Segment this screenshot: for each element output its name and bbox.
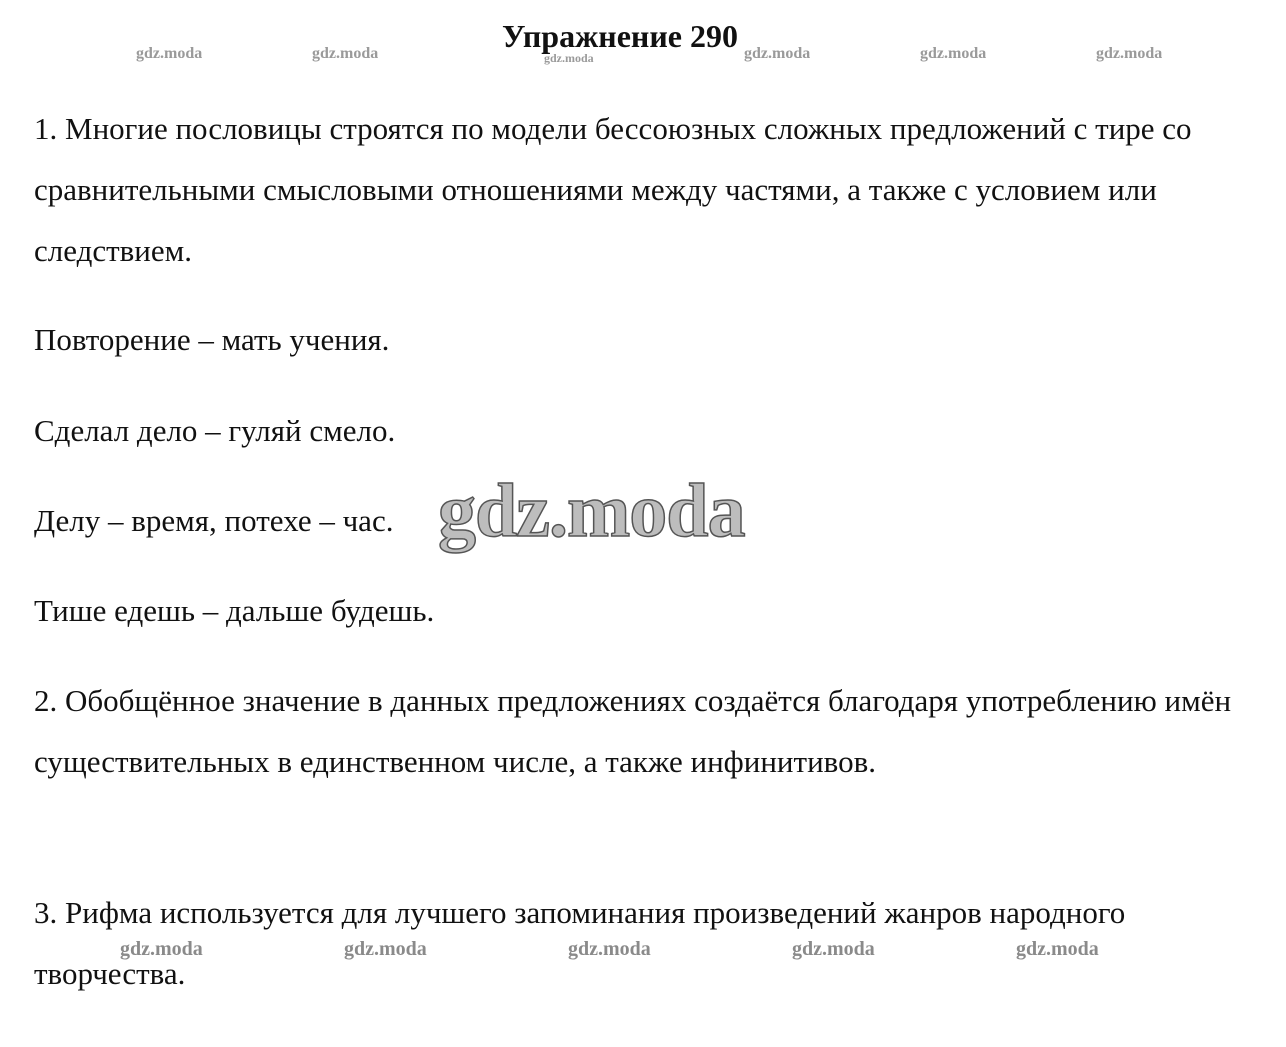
- watermark-text: gdz.moda: [920, 45, 987, 62]
- proverb-3: Делу – время, потехе – час.: [34, 503, 394, 538]
- watermark-text: gdz.moda: [120, 938, 203, 960]
- watermark-text: gdz.moda: [744, 45, 811, 62]
- paragraph-3: 3. Рифма используется для лучшего запоминания произведений жанров народного творчества.: [34, 895, 1126, 991]
- watermark-text: gdz.moda: [1016, 938, 1099, 960]
- watermark-text: gdz.moda: [136, 45, 203, 62]
- watermark-text: gdz.moda: [568, 938, 651, 960]
- paragraph-1: 1. Многие пословицы строятся по модели бессоюзных сложных предложений с тире со сравнительными смысловыми отношениями между частями, а также с условием или следствием.: [34, 111, 1192, 268]
- paragraph-2: 2. Обобщённое значение в данных предложениях создаётся благодаря употреблению имён существительных в единственном числе, а также инфинитивов.: [34, 683, 1232, 779]
- watermark-text: gdz.moda: [1096, 45, 1163, 62]
- proverb-4: Тише едешь – дальше будешь.: [34, 593, 435, 628]
- watermark-text: gdz.moda: [792, 938, 875, 960]
- proverb-1: Повторение – мать учения.: [34, 322, 390, 357]
- proverb-2: Сделал дело – гуляй смело.: [34, 413, 396, 448]
- watermark-logo: gdz.moda: [438, 469, 745, 553]
- exercise-title: Упражнение 290: [501, 18, 738, 54]
- watermark-text: gdz.moda: [344, 938, 427, 960]
- watermark-text: gdz.moda: [312, 45, 379, 62]
- watermark-text: gdz.moda: [544, 51, 594, 65]
